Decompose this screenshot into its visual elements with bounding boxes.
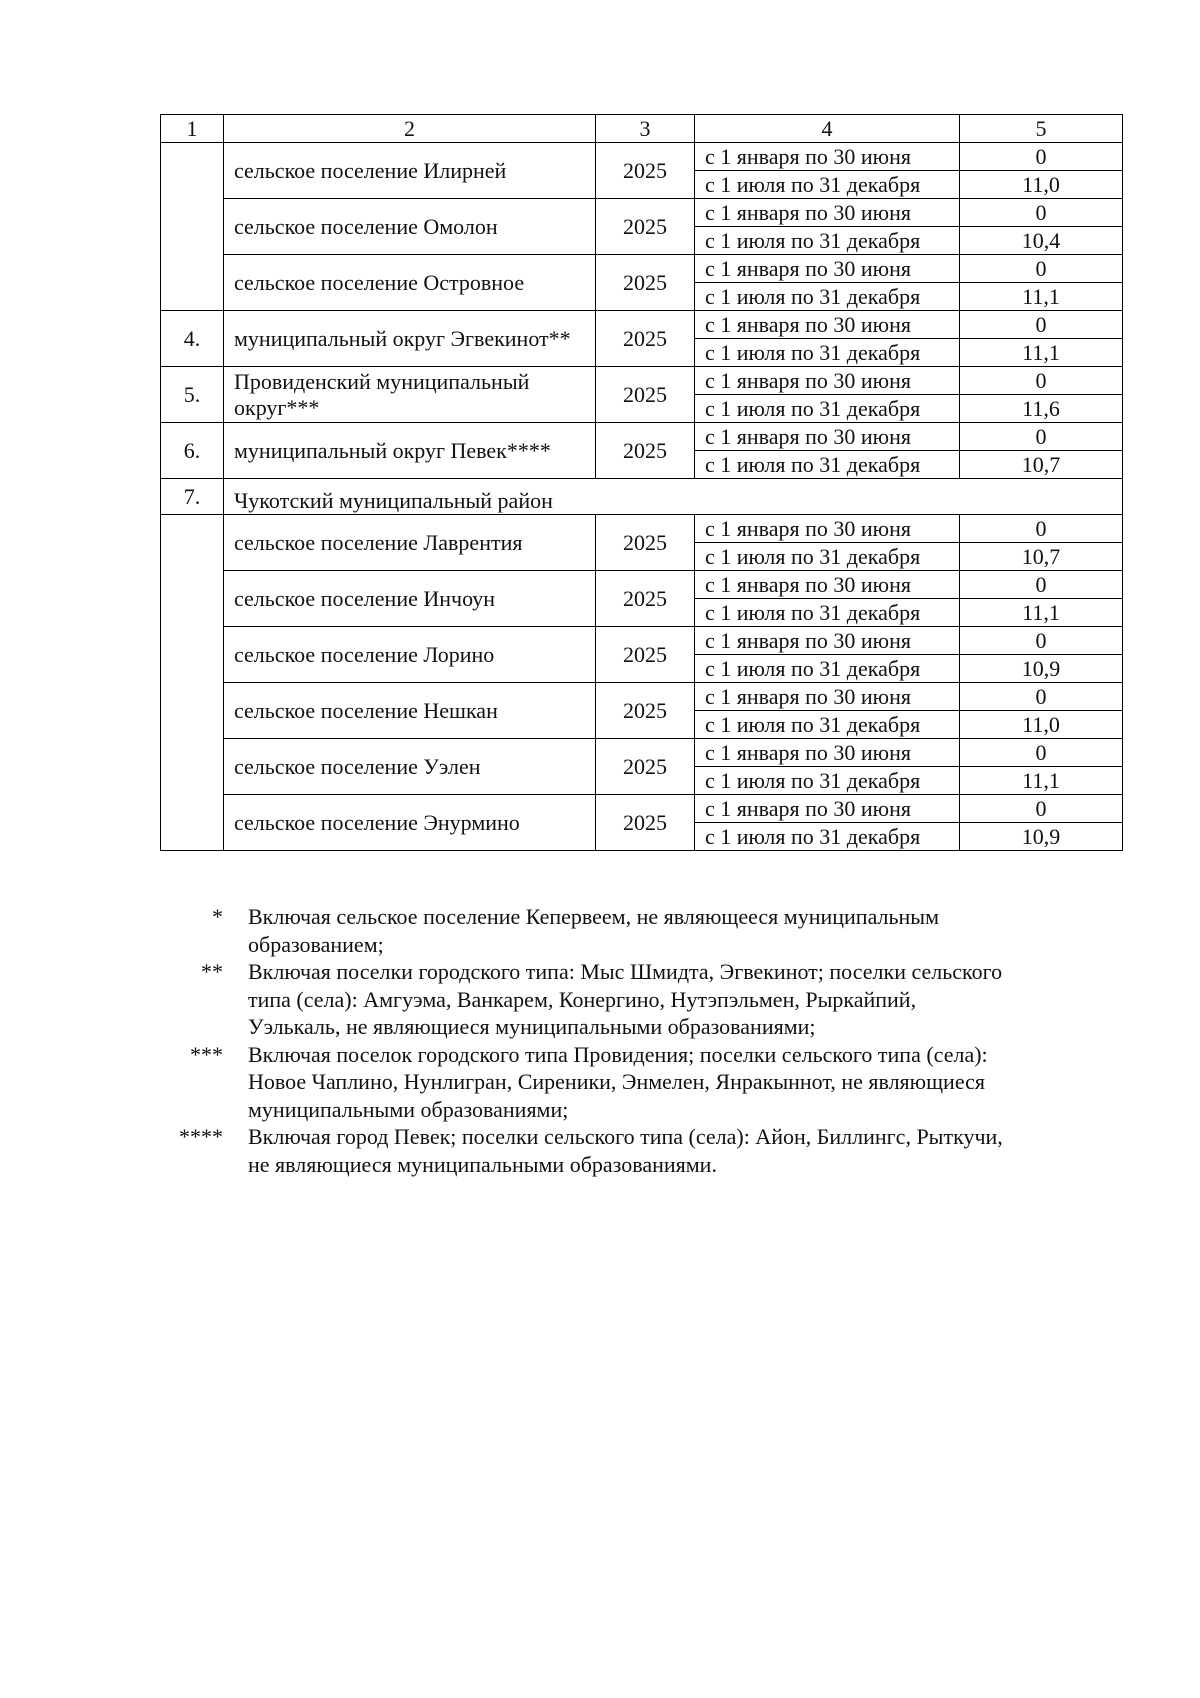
period-cell: с 1 января по 30 июня [695, 143, 960, 171]
table-row [161, 423, 1123, 451]
period-cell: с 1 января по 30 июня [695, 571, 960, 599]
value-cell: 0 [960, 311, 1123, 339]
value-cell: 11,1 [960, 599, 1123, 627]
footnotes [160, 903, 1122, 1178]
period-cell: с 1 января по 30 июня [695, 683, 960, 711]
value-cell: 11,1 [960, 283, 1123, 311]
value-cell: 0 [960, 739, 1123, 767]
territory-name: сельское поселение Нешкан [224, 683, 596, 739]
footnote-line: муниципальными образованиями; [248, 1096, 569, 1122]
row-number: 7. [161, 479, 224, 515]
footnote [160, 958, 1122, 1041]
year-cell: 2025 [596, 627, 695, 683]
footnote-text [248, 1123, 1122, 1178]
value-cell: 10,7 [960, 451, 1123, 479]
value-cell: 0 [960, 423, 1123, 451]
territory-name: сельское поселение Омолон [224, 199, 596, 255]
footnote [160, 903, 1122, 958]
value-cell: 0 [960, 367, 1123, 395]
year-cell: 2025 [596, 683, 695, 739]
row-number [161, 143, 224, 311]
period-cell: с 1 июля по 31 декабря [695, 655, 960, 683]
period-cell: с 1 июля по 31 декабря [695, 395, 960, 423]
value-cell: 0 [960, 199, 1123, 227]
table-row [161, 571, 1123, 599]
footnote-line: Включая поселок городского типа Провидения; поселки сельского типа (села): [248, 1041, 988, 1067]
column-header-1: 1 [161, 115, 224, 143]
row-number: 5. [161, 367, 224, 423]
period-cell: с 1 января по 30 июня [695, 515, 960, 543]
territory-name: сельское поселение Островное [224, 255, 596, 311]
year-cell: 2025 [596, 571, 695, 627]
footnote-line: Новое Чаплино, Нунлигран, Сиреники, Энмелен, Янракыннот, не являющиеся [248, 1069, 986, 1094]
footnote-text [248, 1041, 1122, 1124]
data-table [160, 114, 1123, 851]
territory-name: сельское поселение Илирней [224, 143, 596, 199]
section-row [161, 479, 1123, 515]
value-cell: 0 [960, 795, 1123, 823]
header-row [161, 115, 1123, 143]
row-number: 4. [161, 311, 224, 367]
value-cell: 10,7 [960, 543, 1123, 571]
table-row [161, 683, 1123, 711]
year-cell: 2025 [596, 143, 695, 199]
year-cell: 2025 [596, 367, 695, 423]
section-title: Чукотский муниципальный район [224, 479, 1123, 515]
value-cell: 10,4 [960, 227, 1123, 255]
value-cell: 11,0 [960, 171, 1123, 199]
year-cell: 2025 [596, 311, 695, 367]
year-cell: 2025 [596, 255, 695, 311]
footnote-line: образованием; [248, 931, 384, 957]
value-cell: 11,1 [960, 339, 1123, 367]
column-header-5: 5 [960, 115, 1123, 143]
period-cell: с 1 января по 30 июня [695, 199, 960, 227]
table-row [161, 143, 1123, 171]
territory-name: сельское поселение Уэлен [224, 739, 596, 795]
year-cell: 2025 [596, 739, 695, 795]
footnote [160, 1123, 1122, 1178]
column-header-3: 3 [596, 115, 695, 143]
period-cell: с 1 июля по 31 декабря [695, 543, 960, 571]
territory-name: сельское поселение Инчоун [224, 571, 596, 627]
period-cell: с 1 июля по 31 декабря [695, 711, 960, 739]
period-cell: с 1 июля по 31 декабря [695, 823, 960, 851]
value-cell: 0 [960, 627, 1123, 655]
footnote-text [248, 958, 1122, 1041]
period-cell: с 1 июля по 31 декабря [695, 283, 960, 311]
territory-name: сельское поселение Лорино [224, 627, 596, 683]
table-row [161, 367, 1123, 395]
footnote-line: типа (села): Амгуэма, Ванкарем, Конергино, Нутэпэльмен, Рыркайпий, [248, 986, 917, 1012]
footnote-mark: * [212, 904, 223, 929]
value-cell: 0 [960, 515, 1123, 543]
period-cell: с 1 июля по 31 декабря [695, 451, 960, 479]
value-cell: 0 [960, 255, 1123, 283]
table-row [161, 739, 1123, 767]
footnote-line: не являющиеся муниципальными образованиями. [248, 1151, 717, 1177]
table-row [161, 255, 1123, 283]
footnote-mark: **** [179, 1124, 223, 1149]
footnote-text [248, 903, 1122, 958]
territory-name: сельское поселение Лаврентия [224, 515, 596, 571]
period-cell: с 1 января по 30 июня [695, 311, 960, 339]
footnote-line: Уэлькаль, не являющиеся муниципальными образованиями; [248, 1014, 816, 1039]
footnote [160, 1041, 1122, 1124]
value-cell: 10,9 [960, 823, 1123, 851]
column-header-4: 4 [695, 115, 960, 143]
period-cell: с 1 января по 30 июня [695, 367, 960, 395]
period-cell: с 1 июля по 31 декабря [695, 767, 960, 795]
table-row [161, 311, 1123, 339]
value-cell: 11,1 [960, 767, 1123, 795]
value-cell: 10,9 [960, 655, 1123, 683]
territory-name: Провиденский муниципальный округ*** [224, 367, 596, 423]
value-cell: 11,6 [960, 395, 1123, 423]
period-cell: с 1 января по 30 июня [695, 627, 960, 655]
table-row [161, 627, 1123, 655]
table-row [161, 795, 1123, 823]
value-cell: 0 [960, 571, 1123, 599]
table-row [161, 515, 1123, 543]
value-cell: 11,0 [960, 711, 1123, 739]
period-cell: с 1 июля по 31 декабря [695, 227, 960, 255]
year-cell: 2025 [596, 199, 695, 255]
period-cell: с 1 июля по 31 декабря [695, 339, 960, 367]
year-cell: 2025 [596, 515, 695, 571]
footnote-mark: *** [190, 1041, 223, 1067]
territory-name: муниципальный округ Певек**** [224, 423, 596, 479]
territory-name: муниципальный округ Эгвекинот** [224, 311, 596, 367]
row-number: 6. [161, 423, 224, 479]
footnote-line: Включая город Певек; поселки сельского типа (села): Айон, Биллингс, Рыткучи, [248, 1124, 1003, 1149]
period-cell: с 1 июля по 31 декабря [695, 171, 960, 199]
value-cell: 0 [960, 143, 1123, 171]
period-cell: с 1 января по 30 июня [695, 255, 960, 283]
territory-name: сельское поселение Энурмино [224, 795, 596, 851]
row-number [161, 515, 224, 851]
footnote-mark: ** [201, 959, 223, 984]
period-cell: с 1 января по 30 июня [695, 795, 960, 823]
value-cell: 0 [960, 683, 1123, 711]
year-cell: 2025 [596, 795, 695, 851]
period-cell: с 1 января по 30 июня [695, 423, 960, 451]
footnote-line: Включая сельское поселение Кепервеем, не являющееся муниципальным [248, 904, 940, 929]
year-cell: 2025 [596, 423, 695, 479]
table-row [161, 199, 1123, 227]
column-header-2: 2 [224, 115, 596, 143]
footnote-line: Включая поселки городского типа: Мыс Шмидта, Эгвекинот; поселки сельского [248, 959, 1003, 984]
period-cell: с 1 января по 30 июня [695, 739, 960, 767]
period-cell: с 1 июля по 31 декабря [695, 599, 960, 627]
